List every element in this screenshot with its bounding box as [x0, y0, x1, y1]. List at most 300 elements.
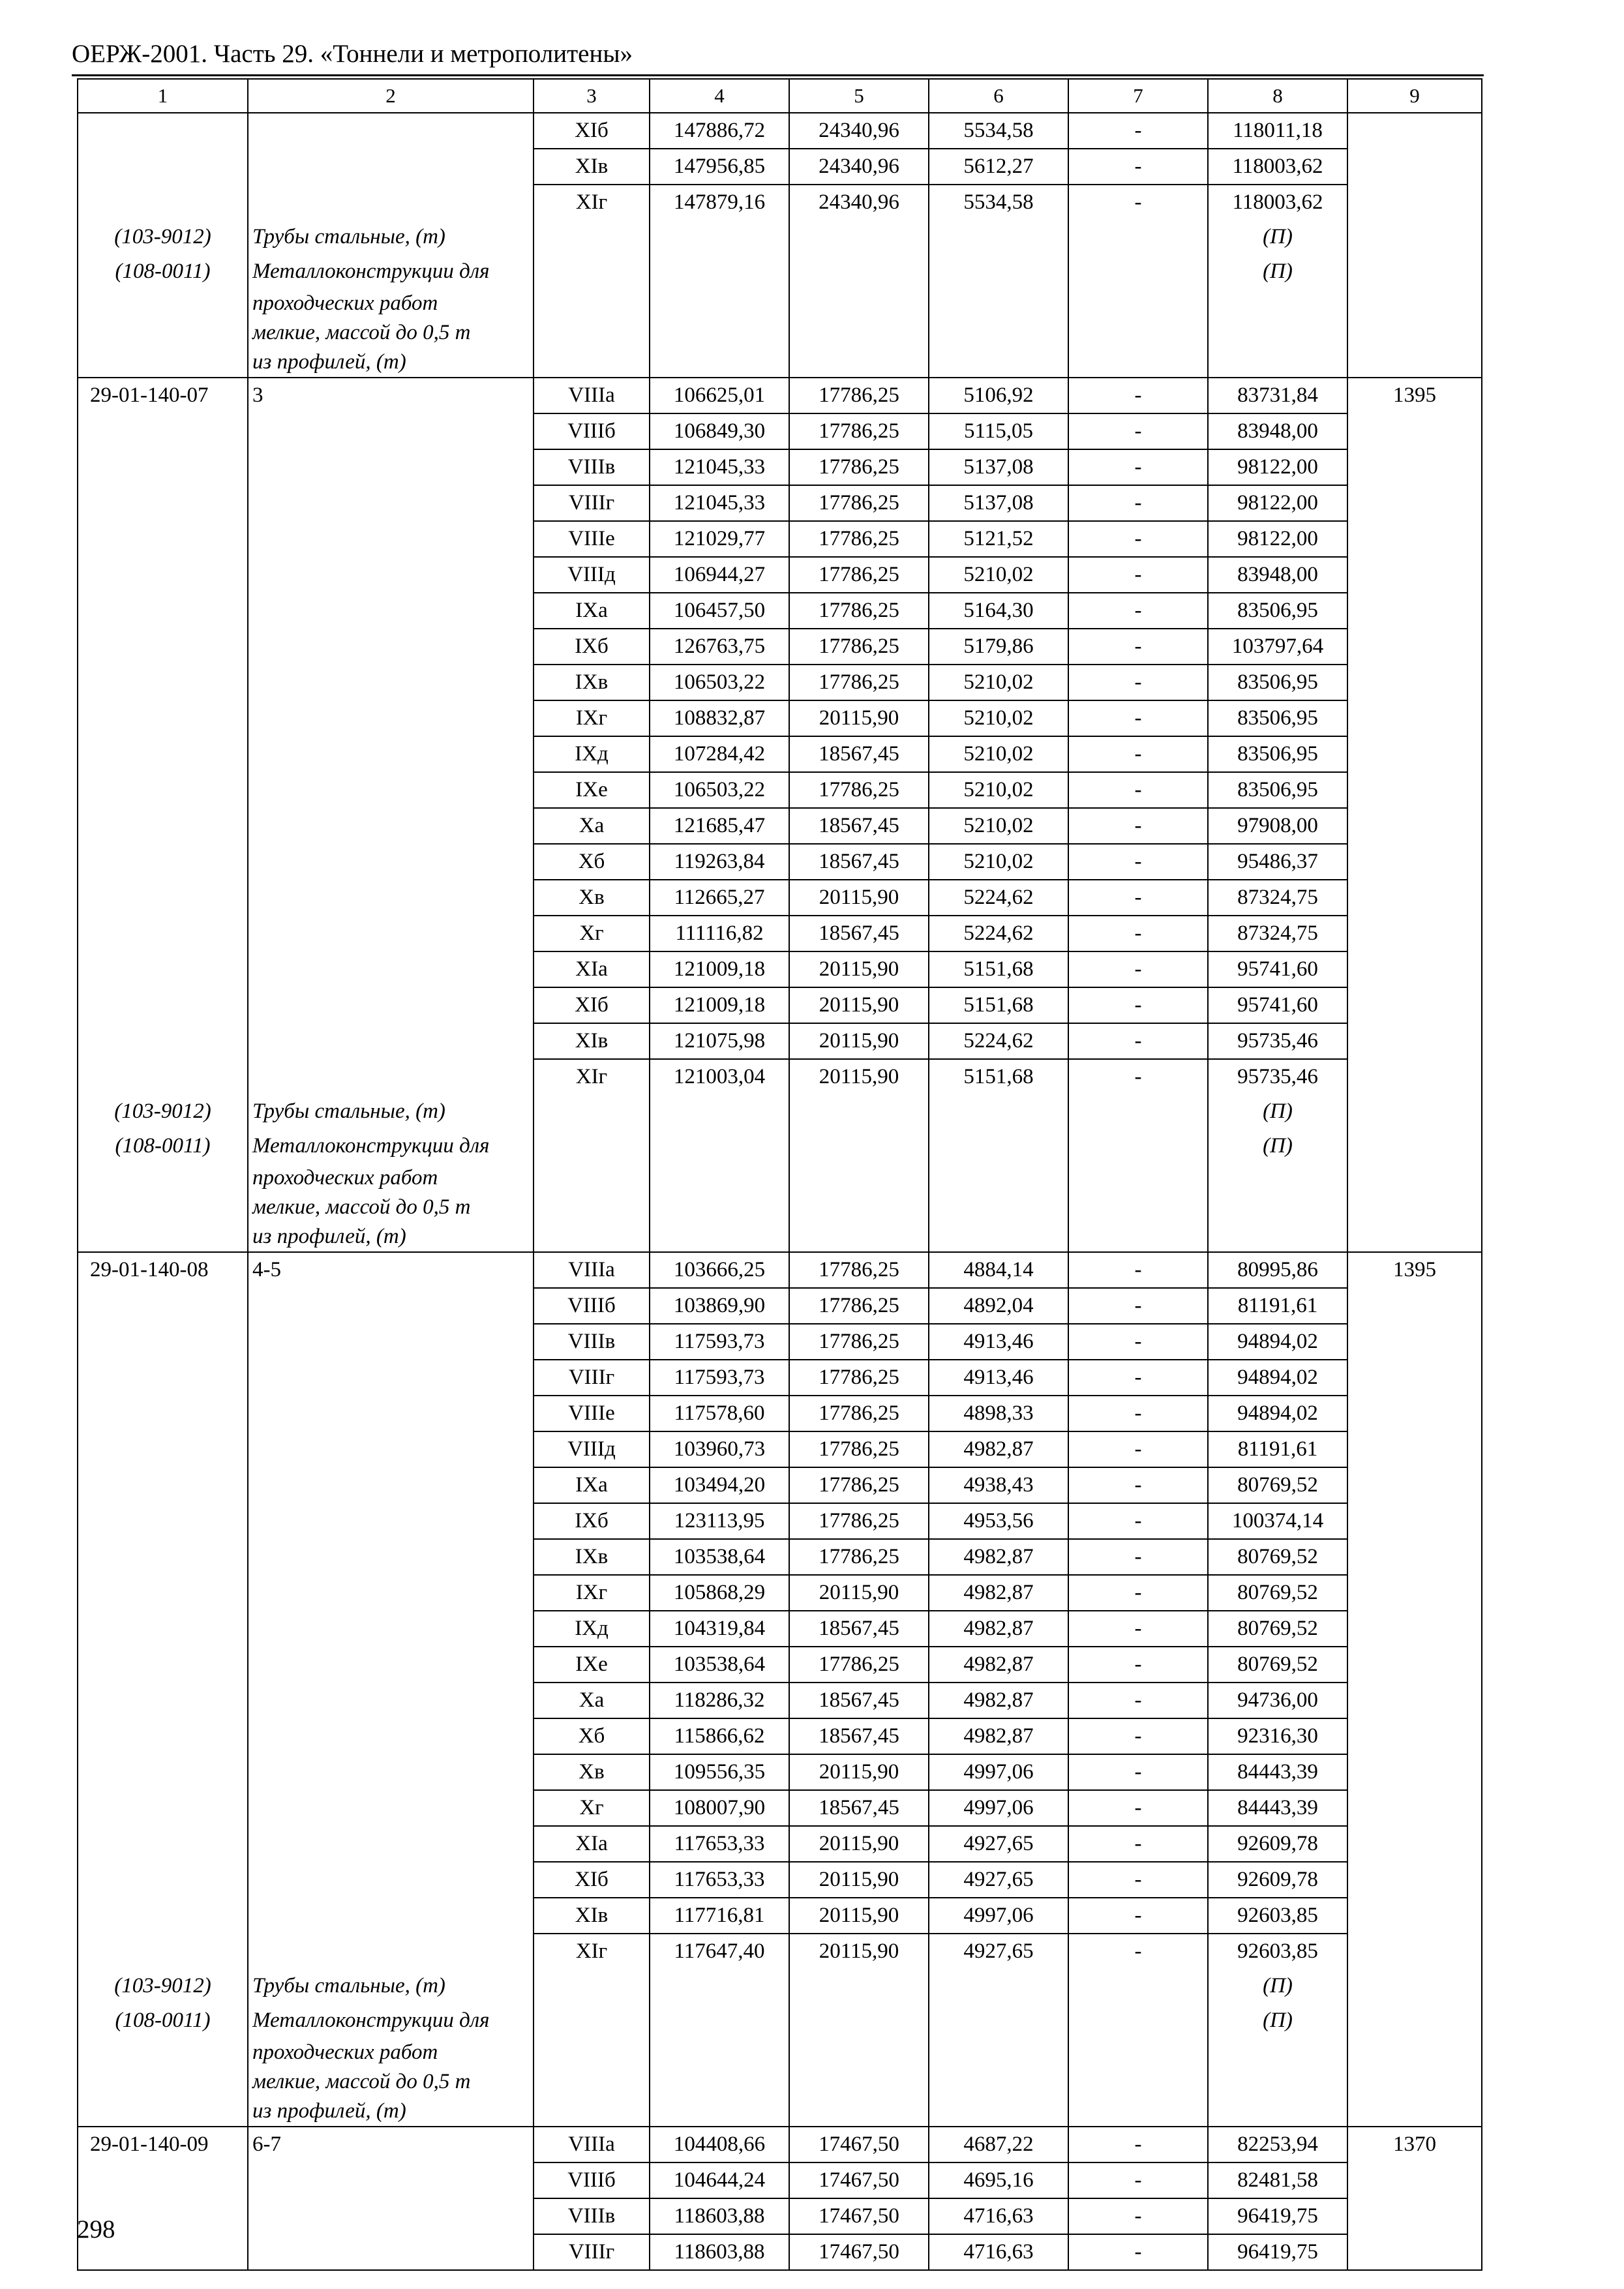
labor-hours-empty	[1347, 665, 1482, 700]
table-row	[78, 1862, 1482, 1898]
resource-name-line: Трубы стальные, (т)	[252, 225, 445, 248]
resource-name-line: из профилей, (т)	[252, 1225, 406, 1248]
driver-wage-cell: -	[1068, 1611, 1208, 1647]
empty-cell	[534, 1129, 650, 1252]
machine-cost-cell: 5534,58	[929, 185, 1068, 220]
total-cost-cell: 117653,33	[650, 1862, 789, 1898]
category-cell: XIб	[534, 987, 650, 1023]
total-cost-cell: 117593,73	[650, 1360, 789, 1396]
page-header: ОЕРЖ-2001. Часть 29. «Тоннели и метрополитены»	[72, 40, 633, 68]
category-cell: IXв	[534, 1539, 650, 1575]
driver-wage-cell: -	[1068, 449, 1208, 485]
total-cost-cell: 103538,64	[650, 1539, 789, 1575]
labor-cost-cell: 24340,96	[789, 113, 929, 149]
category-cell: VIIIб	[534, 2162, 650, 2198]
materials-cost-cell: 81191,61	[1208, 1431, 1347, 1467]
labor-cost-cell: 20115,90	[789, 1862, 929, 1898]
work-description-cell	[248, 951, 534, 987]
labor-cost-cell: 17786,25	[789, 1503, 929, 1539]
driver-wage-cell: -	[1068, 1862, 1208, 1898]
driver-wage-cell: -	[1068, 1431, 1208, 1467]
category-cell: VIIIе	[534, 1396, 650, 1431]
resource-name	[248, 220, 534, 254]
machine-cost-cell: 4913,46	[929, 1324, 1068, 1360]
machine-cost-cell: 4982,87	[929, 1431, 1068, 1467]
materials-cost-cell: 94894,02	[1208, 1324, 1347, 1360]
norm-code-cell	[78, 951, 248, 987]
materials-cost-cell: 84443,39	[1208, 1754, 1347, 1790]
machine-cost-cell: 5151,68	[929, 951, 1068, 987]
resource-row	[78, 2003, 1482, 2127]
norm-code-cell	[78, 1431, 248, 1467]
labor-cost-cell: 20115,90	[789, 1934, 929, 1969]
driver-wage-cell: -	[1068, 1826, 1208, 1862]
machine-cost-cell: 4913,46	[929, 1360, 1068, 1396]
materials-cost-cell: 118003,62	[1208, 149, 1347, 185]
norm-code-cell	[78, 485, 248, 521]
driver-wage-cell: -	[1068, 521, 1208, 557]
materials-cost-cell: 83948,00	[1208, 557, 1347, 593]
category-cell: XIг	[534, 1934, 650, 1969]
labor-hours-empty	[1347, 808, 1482, 844]
labor-hours-empty	[1347, 736, 1482, 772]
empty-cell	[650, 220, 789, 254]
empty-cell	[534, 1969, 650, 2003]
driver-wage-cell: -	[1068, 1360, 1208, 1396]
total-cost-cell: 119263,84	[650, 844, 789, 880]
total-cost-cell: 117578,60	[650, 1396, 789, 1431]
norm-code-cell	[78, 1023, 248, 1059]
labor-hours-empty	[1347, 1059, 1482, 1094]
labor-hours-empty	[1347, 1898, 1482, 1934]
category-cell: XIв	[534, 149, 650, 185]
total-cost-cell: 106503,22	[650, 665, 789, 700]
machine-cost-cell: 5179,86	[929, 629, 1068, 665]
norm-code-cell	[78, 987, 248, 1023]
column-number: 1	[78, 79, 248, 113]
resource-name-line: проходческих работ	[252, 292, 438, 315]
machine-cost-cell: 4927,65	[929, 1862, 1068, 1898]
machine-cost-cell: 5137,08	[929, 449, 1068, 485]
resource-row	[78, 1969, 1482, 2003]
materials-cost-cell: 92609,78	[1208, 1826, 1347, 1862]
labor-cost-cell: 17786,25	[789, 629, 929, 665]
work-description-cell	[248, 700, 534, 736]
header-divider	[72, 74, 1484, 76]
driver-wage-cell: -	[1068, 1252, 1208, 1288]
total-cost-cell: 106849,30	[650, 413, 789, 449]
total-cost-cell: 121009,18	[650, 951, 789, 987]
labor-cost-cell: 17467,50	[789, 2234, 929, 2270]
empty-cell	[789, 254, 929, 378]
category-cell: VIIIв	[534, 1324, 650, 1360]
work-description-cell	[248, 2234, 534, 2270]
norm-code-cell	[78, 880, 248, 916]
work-description-cell	[248, 1059, 534, 1094]
driver-wage-cell: -	[1068, 2198, 1208, 2234]
category-cell: VIIIд	[534, 1431, 650, 1467]
resource-name-line: мелкие, массой до 0,5 т	[252, 2070, 471, 2093]
norm-code-cell	[78, 1611, 248, 1647]
materials-cost-cell: 81191,61	[1208, 1288, 1347, 1324]
category-cell: XIб	[534, 1862, 650, 1898]
work-description: 3	[248, 378, 534, 413]
work-description-cell	[248, 1324, 534, 1360]
machine-cost-cell: 5224,62	[929, 1023, 1068, 1059]
table-row	[78, 1647, 1482, 1683]
category-cell: Xа	[534, 1683, 650, 1718]
norm-code-cell	[78, 1396, 248, 1431]
materials-cost-cell: 87324,75	[1208, 880, 1347, 916]
total-cost-cell: 121045,33	[650, 485, 789, 521]
norm-code-cell	[78, 700, 248, 736]
category-cell: VIIIа	[534, 2127, 650, 2162]
empty-cell	[650, 1969, 789, 2003]
table-body	[78, 79, 1482, 2270]
work-description-cell	[248, 987, 534, 1023]
category-cell: VIIIг	[534, 2234, 650, 2270]
labor-hours-empty	[1347, 2162, 1482, 2198]
labor-cost-cell: 17786,25	[789, 1539, 929, 1575]
table-row	[78, 149, 1482, 185]
materials-cost-cell: 92609,78	[1208, 1862, 1347, 1898]
empty-cell	[789, 220, 929, 254]
empty-cell	[650, 2003, 789, 2127]
empty-cell	[1068, 2003, 1208, 2127]
work-description-cell	[248, 844, 534, 880]
table-row	[78, 1023, 1482, 1059]
resource-name	[248, 2003, 534, 2127]
empty-cell	[1068, 1969, 1208, 2003]
labor-hours-empty	[1347, 772, 1482, 808]
table-row	[78, 1503, 1482, 1539]
machine-cost-cell: 4953,56	[929, 1503, 1068, 1539]
empty-cell	[534, 2003, 650, 2127]
machine-cost-cell: 5612,27	[929, 149, 1068, 185]
category-cell: VIIIа	[534, 1252, 650, 1288]
labor-cost-cell: 17786,25	[789, 1288, 929, 1324]
driver-wage-cell: -	[1068, 2234, 1208, 2270]
work-description-cell	[248, 1826, 534, 1862]
labor-hours-empty	[1347, 844, 1482, 880]
resource-code: (103-9012)	[78, 220, 248, 254]
labor-hours-empty	[1347, 1790, 1482, 1826]
resource-row	[78, 1129, 1482, 1252]
labor-hours-empty	[1347, 1539, 1482, 1575]
labor-cost-cell: 20115,90	[789, 1575, 929, 1611]
materials-cost-cell: 94894,02	[1208, 1396, 1347, 1431]
table-row	[78, 1324, 1482, 1360]
materials-cost-cell: 83506,95	[1208, 665, 1347, 700]
driver-wage-cell: -	[1068, 2162, 1208, 2198]
norm-code-cell	[78, 1790, 248, 1826]
labor-cost-cell: 17786,25	[789, 593, 929, 629]
work-description-cell	[248, 1754, 534, 1790]
resource-name-line: Металлоконструкции для	[252, 2009, 490, 2032]
table-row	[78, 844, 1482, 880]
driver-wage-cell: -	[1068, 1647, 1208, 1683]
empty-cell	[534, 254, 650, 378]
labor-hours-empty	[1347, 1718, 1482, 1754]
materials-cost-cell: 84443,39	[1208, 1790, 1347, 1826]
machine-cost-cell: 5164,30	[929, 593, 1068, 629]
materials-cost-cell: 92316,30	[1208, 1718, 1347, 1754]
work-description-cell	[248, 1431, 534, 1467]
norm-code: 29-01-140-09	[78, 2127, 248, 2162]
machine-cost-cell: 4898,33	[929, 1396, 1068, 1431]
norm-code-cell	[78, 413, 248, 449]
empty-cell	[650, 1129, 789, 1252]
machine-cost-cell: 5137,08	[929, 485, 1068, 521]
labor-hours-empty	[1347, 1754, 1482, 1790]
table-row	[78, 185, 1482, 220]
category-cell: VIIIб	[534, 1288, 650, 1324]
price-table	[77, 78, 1482, 2271]
materials-cost-cell: 80995,86	[1208, 1252, 1347, 1288]
driver-wage-cell: -	[1068, 149, 1208, 185]
resource-code: (108-0011)	[78, 1129, 248, 1252]
labor-cost-cell: 20115,90	[789, 987, 929, 1023]
labor-cost-cell: 17786,25	[789, 557, 929, 593]
machine-cost-cell: 4997,06	[929, 1898, 1068, 1934]
materials-cost-cell: 83731,84	[1208, 378, 1347, 413]
driver-wage-cell: -	[1068, 665, 1208, 700]
work-description-cell	[248, 1467, 534, 1503]
category-cell: Xг	[534, 1790, 650, 1826]
work-description-cell	[248, 1683, 534, 1718]
norm-code-cell	[78, 1862, 248, 1898]
work-description-cell	[248, 1575, 534, 1611]
total-cost-cell: 108832,87	[650, 700, 789, 736]
driver-wage-cell: -	[1068, 1898, 1208, 1934]
column-number: 7	[1068, 79, 1208, 113]
machine-cost-cell: 4687,22	[929, 2127, 1068, 2162]
materials-cost-cell: 94736,00	[1208, 1683, 1347, 1718]
work-description-cell	[248, 1503, 534, 1539]
driver-wage-cell: -	[1068, 185, 1208, 220]
resource-name	[248, 1129, 534, 1252]
materials-cost-cell: 100374,14	[1208, 1503, 1347, 1539]
total-cost-cell: 121009,18	[650, 987, 789, 1023]
work-description-cell	[248, 1360, 534, 1396]
table-row	[78, 736, 1482, 772]
driver-wage-cell: -	[1068, 1718, 1208, 1754]
resource-name	[248, 254, 534, 378]
total-cost-cell: 105868,29	[650, 1575, 789, 1611]
empty-cell	[650, 1094, 789, 1129]
labor-hours-empty	[1347, 521, 1482, 557]
labor-hours-empty	[1347, 1023, 1482, 1059]
table-row	[78, 1683, 1482, 1718]
work-description-cell	[248, 2162, 534, 2198]
materials-cost-cell: 98122,00	[1208, 485, 1347, 521]
labor-cost-cell: 17467,50	[789, 2162, 929, 2198]
table-row	[78, 1539, 1482, 1575]
machine-cost-cell: 4927,65	[929, 1826, 1068, 1862]
norm-code-cell	[78, 808, 248, 844]
materials-cost-cell: 92603,85	[1208, 1934, 1347, 1969]
labor-cost-cell: 18567,45	[789, 808, 929, 844]
labor-cost-cell: 20115,90	[789, 951, 929, 987]
driver-wage-cell: -	[1068, 1575, 1208, 1611]
empty-cell	[650, 254, 789, 378]
machine-cost-cell: 4695,16	[929, 2162, 1068, 2198]
driver-wage-cell: -	[1068, 1059, 1208, 1094]
work-description	[248, 113, 534, 149]
table-row	[78, 2127, 1482, 2162]
materials-cost-cell: 118003,62	[1208, 185, 1347, 220]
empty-cell	[789, 1129, 929, 1252]
empty-cell	[789, 2003, 929, 2127]
work-description-cell	[248, 1934, 534, 1969]
labor-cost-cell: 18567,45	[789, 736, 929, 772]
materials-cost-cell: 82481,58	[1208, 2162, 1347, 2198]
materials-cost-cell: 95735,46	[1208, 1023, 1347, 1059]
labor-hours-cell: 1395	[1347, 378, 1482, 413]
labor-cost-cell: 17786,25	[789, 1647, 929, 1683]
materials-cost-cell: 95486,37	[1208, 844, 1347, 880]
resource-row	[78, 220, 1482, 254]
total-cost-cell: 103960,73	[650, 1431, 789, 1467]
total-cost-cell: 147956,85	[650, 149, 789, 185]
labor-hours-empty	[1347, 951, 1482, 987]
driver-wage-cell: -	[1068, 736, 1208, 772]
empty-cell	[1347, 254, 1482, 378]
resource-name-line: Металлоконструкции для	[252, 1134, 490, 1158]
table-row	[78, 916, 1482, 951]
labor-hours-empty	[1347, 1396, 1482, 1431]
column-number: 6	[929, 79, 1068, 113]
category-cell: IXд	[534, 736, 650, 772]
category-cell: XIа	[534, 951, 650, 987]
labor-cost-cell: 18567,45	[789, 1718, 929, 1754]
labor-hours-empty	[1347, 1862, 1482, 1898]
resource-name-line: Трубы стальные, (т)	[252, 1100, 445, 1123]
labor-cost-cell: 17786,25	[789, 1431, 929, 1467]
resource-name-line: из профилей, (т)	[252, 350, 406, 374]
total-cost-cell: 126763,75	[650, 629, 789, 665]
category-cell: XIг	[534, 185, 650, 220]
labor-cost-cell: 17786,25	[789, 1396, 929, 1431]
category-cell: VIIIв	[534, 449, 650, 485]
machine-cost-cell: 5224,62	[929, 880, 1068, 916]
labor-hours-empty	[1347, 1360, 1482, 1396]
table-row	[78, 772, 1482, 808]
table-row	[78, 485, 1482, 521]
materials-cost-cell: 96419,75	[1208, 2234, 1347, 2270]
driver-wage-cell: -	[1068, 629, 1208, 665]
total-cost-cell: 112665,27	[650, 880, 789, 916]
labor-cost-cell: 20115,90	[789, 1023, 929, 1059]
work-description-cell	[248, 1539, 534, 1575]
labor-cost-cell: 20115,90	[789, 1059, 929, 1094]
table-row	[78, 1718, 1482, 1754]
category-cell: VIIIе	[534, 521, 650, 557]
norm-code-cell	[78, 1467, 248, 1503]
labor-cost-cell: 17786,25	[789, 665, 929, 700]
category-cell: Xб	[534, 1718, 650, 1754]
labor-hours-empty	[1347, 629, 1482, 665]
work-description-cell	[248, 772, 534, 808]
resource-name-line: Металлоконструкции для	[252, 260, 490, 283]
norm-code-cell	[78, 1288, 248, 1324]
resource-name	[248, 1094, 534, 1129]
driver-wage-cell: -	[1068, 1396, 1208, 1431]
total-cost-cell: 111116,82	[650, 916, 789, 951]
work-description-cell	[248, 629, 534, 665]
norm-code-cell	[78, 1754, 248, 1790]
category-cell: IXг	[534, 1575, 650, 1611]
machine-cost-cell: 4716,63	[929, 2234, 1068, 2270]
work-description: 4-5	[248, 1252, 534, 1288]
category-cell: IXб	[534, 629, 650, 665]
resource-name-line: проходческих работ	[252, 1166, 438, 1189]
total-cost-cell: 103666,25	[650, 1252, 789, 1288]
empty-cell	[929, 254, 1068, 378]
work-description-cell	[248, 1790, 534, 1826]
driver-wage-cell: -	[1068, 1683, 1208, 1718]
materials-cost-cell: 80769,52	[1208, 1467, 1347, 1503]
resource-code: (103-9012)	[78, 1094, 248, 1129]
norm-code-cell	[78, 1898, 248, 1934]
machine-cost-cell: 5210,02	[929, 844, 1068, 880]
work-description-cell	[248, 521, 534, 557]
empty-cell	[789, 1094, 929, 1129]
driver-wage-cell: -	[1068, 2127, 1208, 2162]
empty-cell	[789, 1969, 929, 2003]
empty-cell	[929, 2003, 1068, 2127]
total-cost-cell: 117716,81	[650, 1898, 789, 1934]
machine-cost-cell: 5106,92	[929, 378, 1068, 413]
total-cost-cell: 109556,35	[650, 1754, 789, 1790]
materials-cost-cell: 103797,64	[1208, 629, 1347, 665]
norm-code-cell	[78, 1360, 248, 1396]
resource-code: (108-0011)	[78, 2003, 248, 2127]
labor-hours-empty	[1347, 1575, 1482, 1611]
driver-wage-cell: -	[1068, 916, 1208, 951]
category-cell: Xа	[534, 808, 650, 844]
column-number: 2	[248, 79, 534, 113]
norm-code-cell	[78, 2162, 248, 2198]
category-cell: XIв	[534, 1023, 650, 1059]
labor-hours-empty	[1347, 1934, 1482, 1969]
driver-wage-cell: -	[1068, 1503, 1208, 1539]
norm-code-cell	[78, 1647, 248, 1683]
materials-cost-cell: 83506,95	[1208, 593, 1347, 629]
labor-hours-cell	[1347, 113, 1482, 149]
work-description-cell	[248, 185, 534, 220]
work-description-cell	[248, 485, 534, 521]
labor-hours-empty	[1347, 2234, 1482, 2270]
labor-cost-cell: 18567,45	[789, 1683, 929, 1718]
table-row	[78, 1826, 1482, 1862]
driver-wage-cell: -	[1068, 1539, 1208, 1575]
empty-cell	[1068, 220, 1208, 254]
resource-name-line: из профилей, (т)	[252, 2099, 406, 2123]
driver-wage-cell: -	[1068, 485, 1208, 521]
labor-hours-cell: 1395	[1347, 1252, 1482, 1288]
norm-code-cell	[78, 1503, 248, 1539]
labor-cost-cell: 20115,90	[789, 1898, 929, 1934]
total-cost-cell: 106625,01	[650, 378, 789, 413]
table-row	[78, 2162, 1482, 2198]
total-cost-cell: 123113,95	[650, 1503, 789, 1539]
labor-hours-empty	[1347, 413, 1482, 449]
labor-hours-empty	[1347, 1467, 1482, 1503]
work-description-cell	[248, 1023, 534, 1059]
table-row	[78, 1431, 1482, 1467]
work-description-cell	[248, 916, 534, 951]
